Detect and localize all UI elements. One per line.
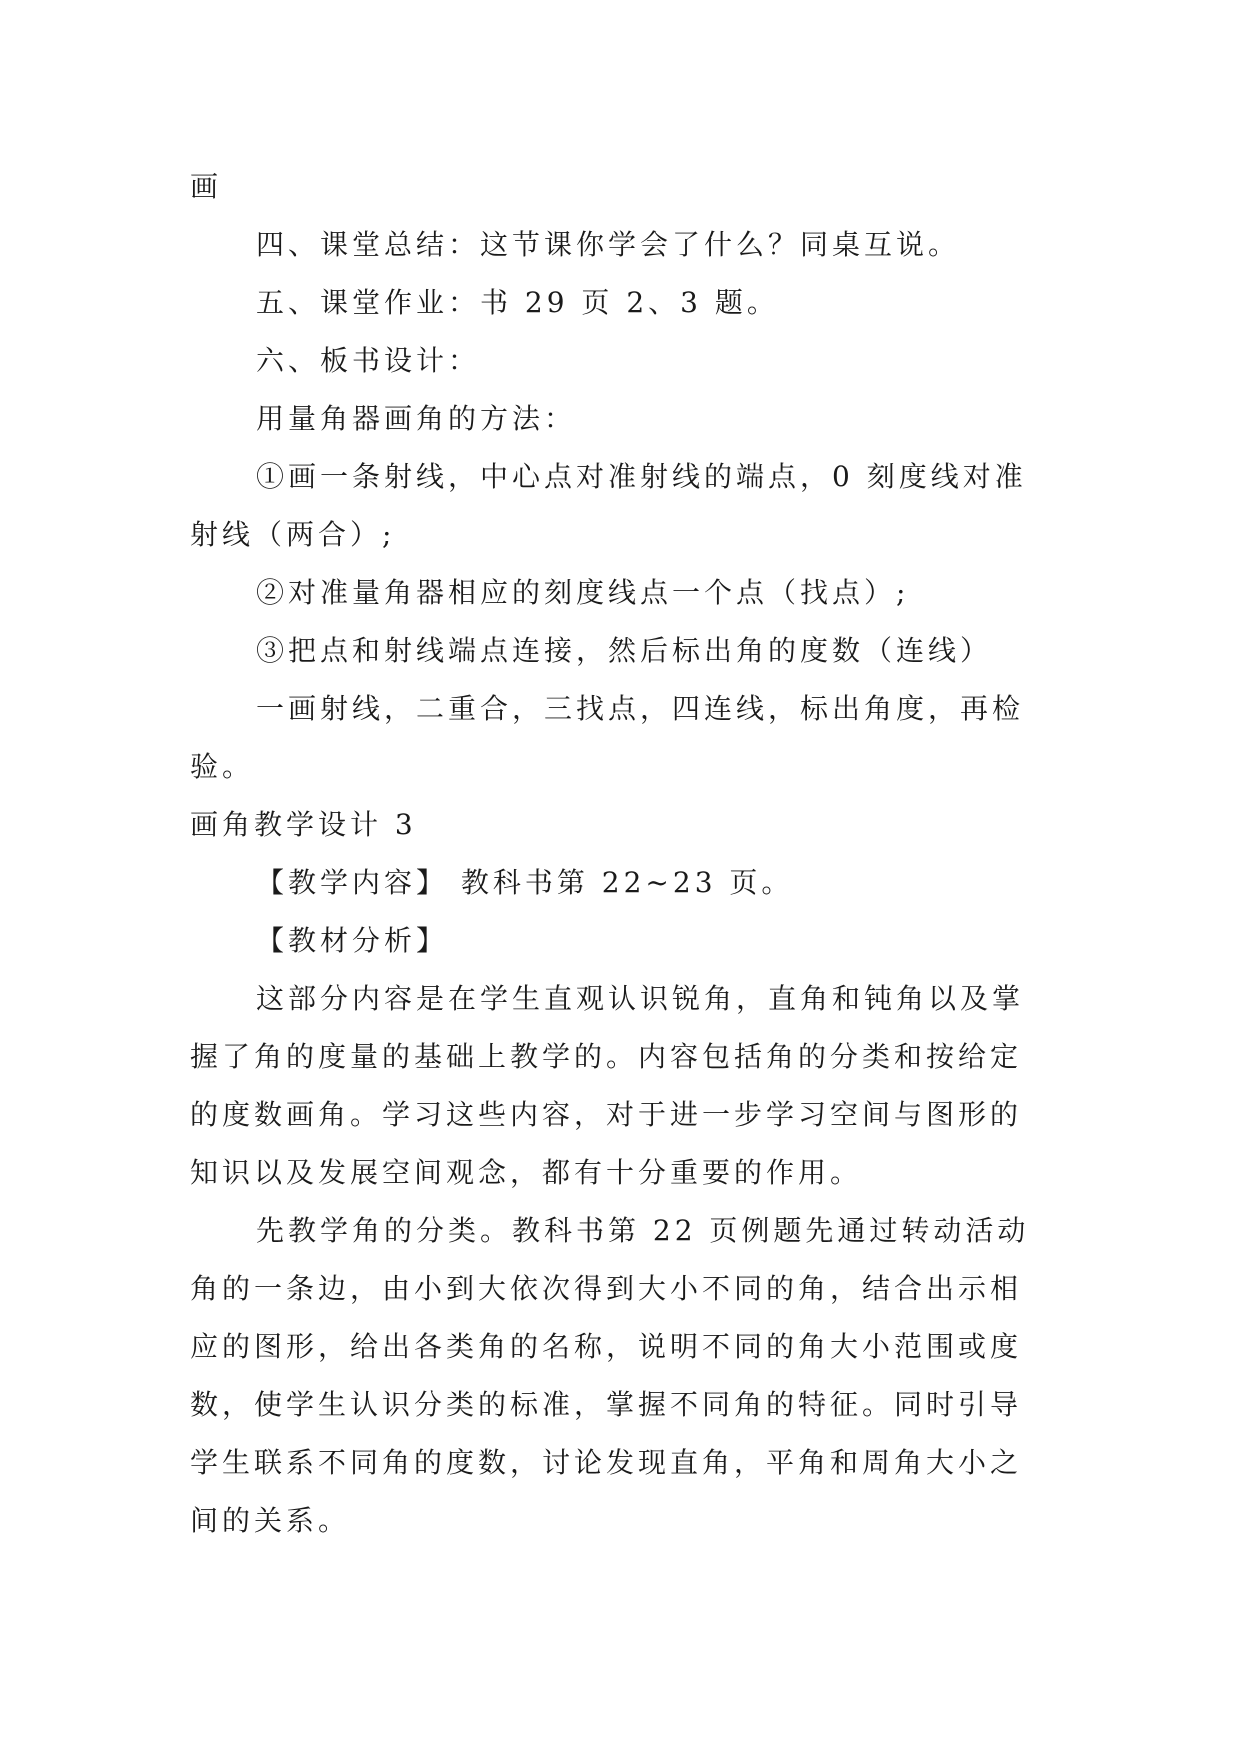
text-line-teaching-content: 【教学内容】 教科书第 22~23 页。	[256, 866, 794, 899]
text-line-homework: 五、课堂作业：书 29 页 2、3 题。	[256, 286, 779, 319]
text-line-step-1: ①画一条射线，中心点对准射线的端点，0 刻度线对准	[256, 460, 1027, 493]
text-line: 画	[190, 170, 223, 203]
paragraph-2-line-5: 学生联系不同角的度数，讨论发现直角，平角和周角大小之	[190, 1446, 1023, 1479]
text-line-step-2: ②对准量角器相应的刻度线点一个点（找点）;	[256, 576, 910, 609]
paragraph-2-line-4: 数，使学生认识分类的标准，掌握不同角的特征。同时引导	[190, 1388, 1023, 1421]
paragraph-2-line-1: 先教学角的分类。教科书第 22 页例题先通过转动活动	[256, 1214, 1030, 1247]
paragraph-2-line-6: 间的关系。	[190, 1504, 351, 1537]
text-line-step-1-cont: 射线（两合）;	[190, 518, 396, 551]
paragraph-1-line-3: 的度数画角。学习这些内容，对于进一步学习空间与图形的	[190, 1098, 1023, 1131]
text-line-summary: 四、课堂总结：这节课你学会了什么？同桌互说。	[256, 228, 961, 261]
text-line-step-3: ③把点和射线端点连接，然后标出角的度数（连线）	[256, 634, 993, 667]
paragraph-1-line-4: 知识以及发展空间观念，都有十分重要的作用。	[190, 1156, 863, 1189]
text-line-mnemonic: 一画射线，二重合，三找点，四连线，标出角度，再检	[256, 692, 1025, 725]
paragraph-2-line-3: 应的图形，给出各类角的名称，说明不同的角大小范围或度	[190, 1330, 1023, 1363]
document-page	[190, 158, 1050, 1550]
paragraph-2-line-2: 角的一条边，由小到大依次得到大小不同的角，结合出示相	[190, 1272, 1023, 1305]
text-line-mnemonic-cont: 验。	[190, 750, 255, 783]
paragraph-1-line-2: 握了角的度量的基础上教学的。内容包括角的分类和按给定	[190, 1040, 1023, 1073]
text-line-method-title: 用量角器画角的方法：	[256, 402, 577, 435]
section-heading: 画角教学设计 3	[190, 808, 417, 841]
text-line-material-analysis-heading: 【教材分析】	[256, 924, 449, 957]
text-line-board-design: 六、板书设计：	[256, 344, 481, 377]
paragraph-1-line-1: 这部分内容是在学生直观认识锐角，直角和钝角以及掌	[256, 982, 1025, 1015]
